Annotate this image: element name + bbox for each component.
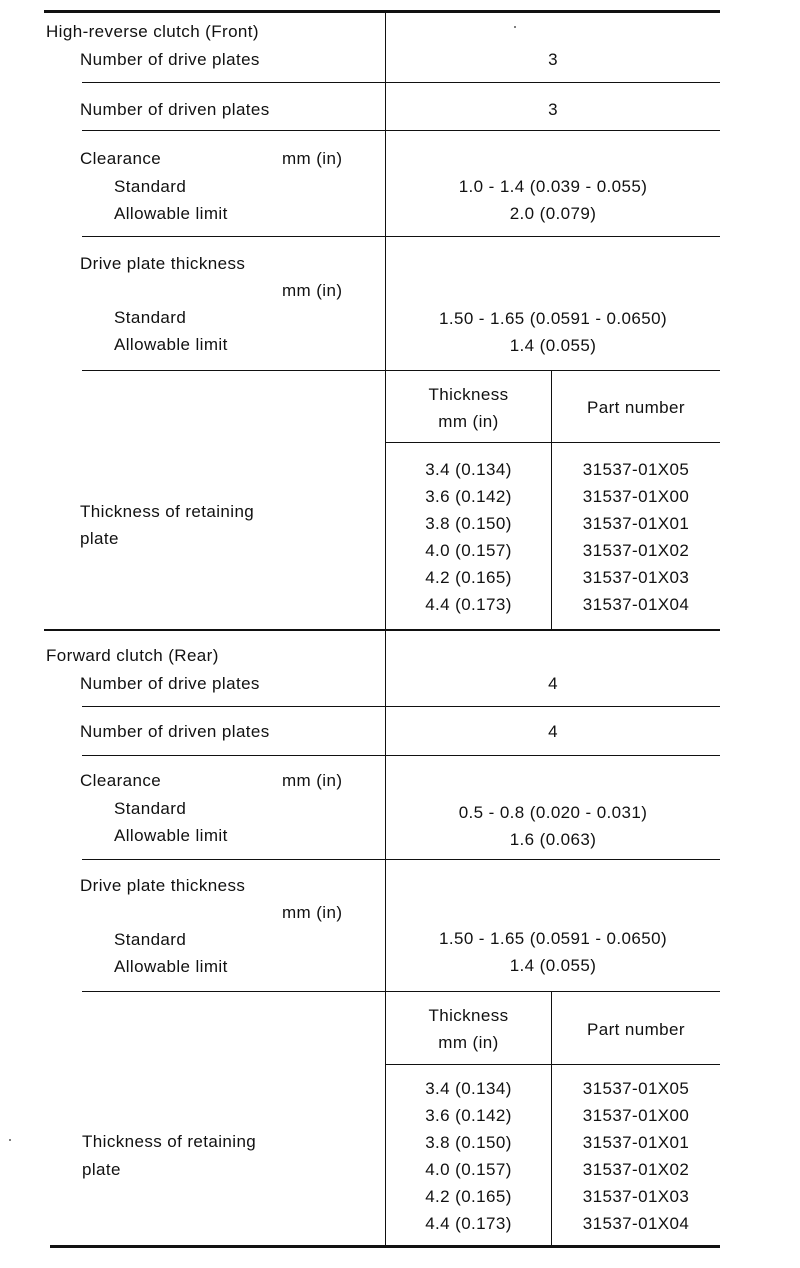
thickness-limit-label: Allowable limit [114,335,228,354]
retaining-plate-label: Thickness of retaining [80,502,255,521]
part-number-cell: 31537-01X04 [582,1214,690,1233]
part-number-cell: 31537-01X02 [582,1160,690,1179]
row-separator [82,236,720,237]
section-heading: Forward clutch (Rear) [46,646,219,665]
scan-speck [9,1139,11,1141]
col-part-header: Part number [587,1020,685,1039]
driven-plates-value: 3 [548,100,558,119]
thickness-cell: 3.6 (0.142) [425,487,512,506]
retaining-plate-label-cont: plate [80,529,119,548]
thickness-limit-value: 1.4 (0.055) [509,956,597,975]
clearance-limit-value: 2.0 (0.079) [509,204,597,223]
row-separator [82,755,720,756]
table-bottom-rule [50,1245,720,1248]
clearance-limit-label: Allowable limit [114,204,228,223]
part-number-cell: 31537-01X05 [582,460,690,479]
row-separator [82,706,720,707]
subtable-header-rule [386,1064,720,1065]
retaining-plate-label: Thickness of retaining [82,1132,257,1151]
col-thickness-header: Thickness [428,385,509,404]
clearance-standard-label: Standard [114,177,187,196]
part-number-cell: 31537-01X02 [582,541,690,560]
thickness-standard-label: Standard [114,930,187,949]
thickness-standard-value: 1.50 - 1.65 (0.0591 - 0.0650) [438,929,668,948]
clearance-limit-label: Allowable limit [114,826,228,845]
table-top-rule [44,10,720,13]
part-number-cell: 31537-01X03 [582,568,690,587]
thickness-cell: 4.4 (0.173) [425,595,512,614]
clearance-limit-value: 1.6 (0.063) [509,830,597,849]
clearance-standard-value: 1.0 - 1.4 (0.039 - 0.055) [458,177,648,196]
drive-plates-value: 4 [548,674,558,693]
driven-plates-label: Number of driven plates [80,722,270,741]
col-part-header: Part number [587,398,685,417]
drive-plate-thickness-label: Drive plate thickness [80,254,246,273]
thickness-cell: 4.4 (0.173) [425,1214,512,1233]
thickness-cell: 4.2 (0.165) [425,1187,512,1206]
thickness-limit-value: 1.4 (0.055) [509,336,597,355]
scan-speck [514,26,516,28]
col-thickness-unit: mm (in) [438,1033,499,1052]
row-separator [82,370,720,371]
col-thickness-header: Thickness [428,1006,509,1025]
part-number-cell: 31537-01X04 [582,595,690,614]
drive-plate-thickness-label: Drive plate thickness [80,876,246,895]
thickness-standard-label: Standard [114,308,187,327]
section-heading: High-reverse clutch (Front) [46,22,259,41]
row-separator [82,991,720,992]
thickness-cell: 3.4 (0.134) [425,460,512,479]
thickness-standard-value: 1.50 - 1.65 (0.0591 - 0.0650) [438,309,668,328]
part-number-cell: 31537-01X00 [582,487,690,506]
drive-plates-value: 3 [548,50,558,69]
clearance-unit: mm (in) [282,771,343,790]
retaining-plate-label-cont: plate [82,1160,121,1179]
row-separator [82,82,720,83]
clearance-label: Clearance [80,771,162,790]
thickness-cell: 4.2 (0.165) [425,568,512,587]
part-number-cell: 31537-01X00 [582,1106,690,1125]
clearance-label: Clearance [80,149,162,168]
clearance-standard-label: Standard [114,799,187,818]
clearance-standard-value: 0.5 - 0.8 (0.020 - 0.031) [458,803,648,822]
thickness-cell: 3.8 (0.150) [425,514,512,533]
drive-plate-thickness-unit: mm (in) [282,903,343,922]
thickness-cell: 3.4 (0.134) [425,1079,512,1098]
part-number-cell: 31537-01X05 [582,1079,690,1098]
drive-plates-label: Number of drive plates [80,674,260,693]
drive-plates-label: Number of drive plates [80,50,260,69]
driven-plates-value: 4 [548,722,558,741]
col-thickness-unit: mm (in) [438,412,499,431]
thickness-limit-label: Allowable limit [114,957,228,976]
row-separator [82,130,720,131]
section-separator [44,629,720,631]
subtable-header-rule [386,442,720,443]
thickness-cell: 3.8 (0.150) [425,1133,512,1152]
thickness-cell: 4.0 (0.157) [425,1160,512,1179]
part-number-cell: 31537-01X01 [582,514,690,533]
part-number-cell: 31537-01X01 [582,1133,690,1152]
drive-plate-thickness-unit: mm (in) [282,281,343,300]
driven-plates-label: Number of driven plates [80,100,270,119]
thickness-cell: 3.6 (0.142) [425,1106,512,1125]
part-number-cell: 31537-01X03 [582,1187,690,1206]
thickness-cell: 4.0 (0.157) [425,541,512,560]
row-separator [82,859,720,860]
clearance-unit: mm (in) [282,149,343,168]
